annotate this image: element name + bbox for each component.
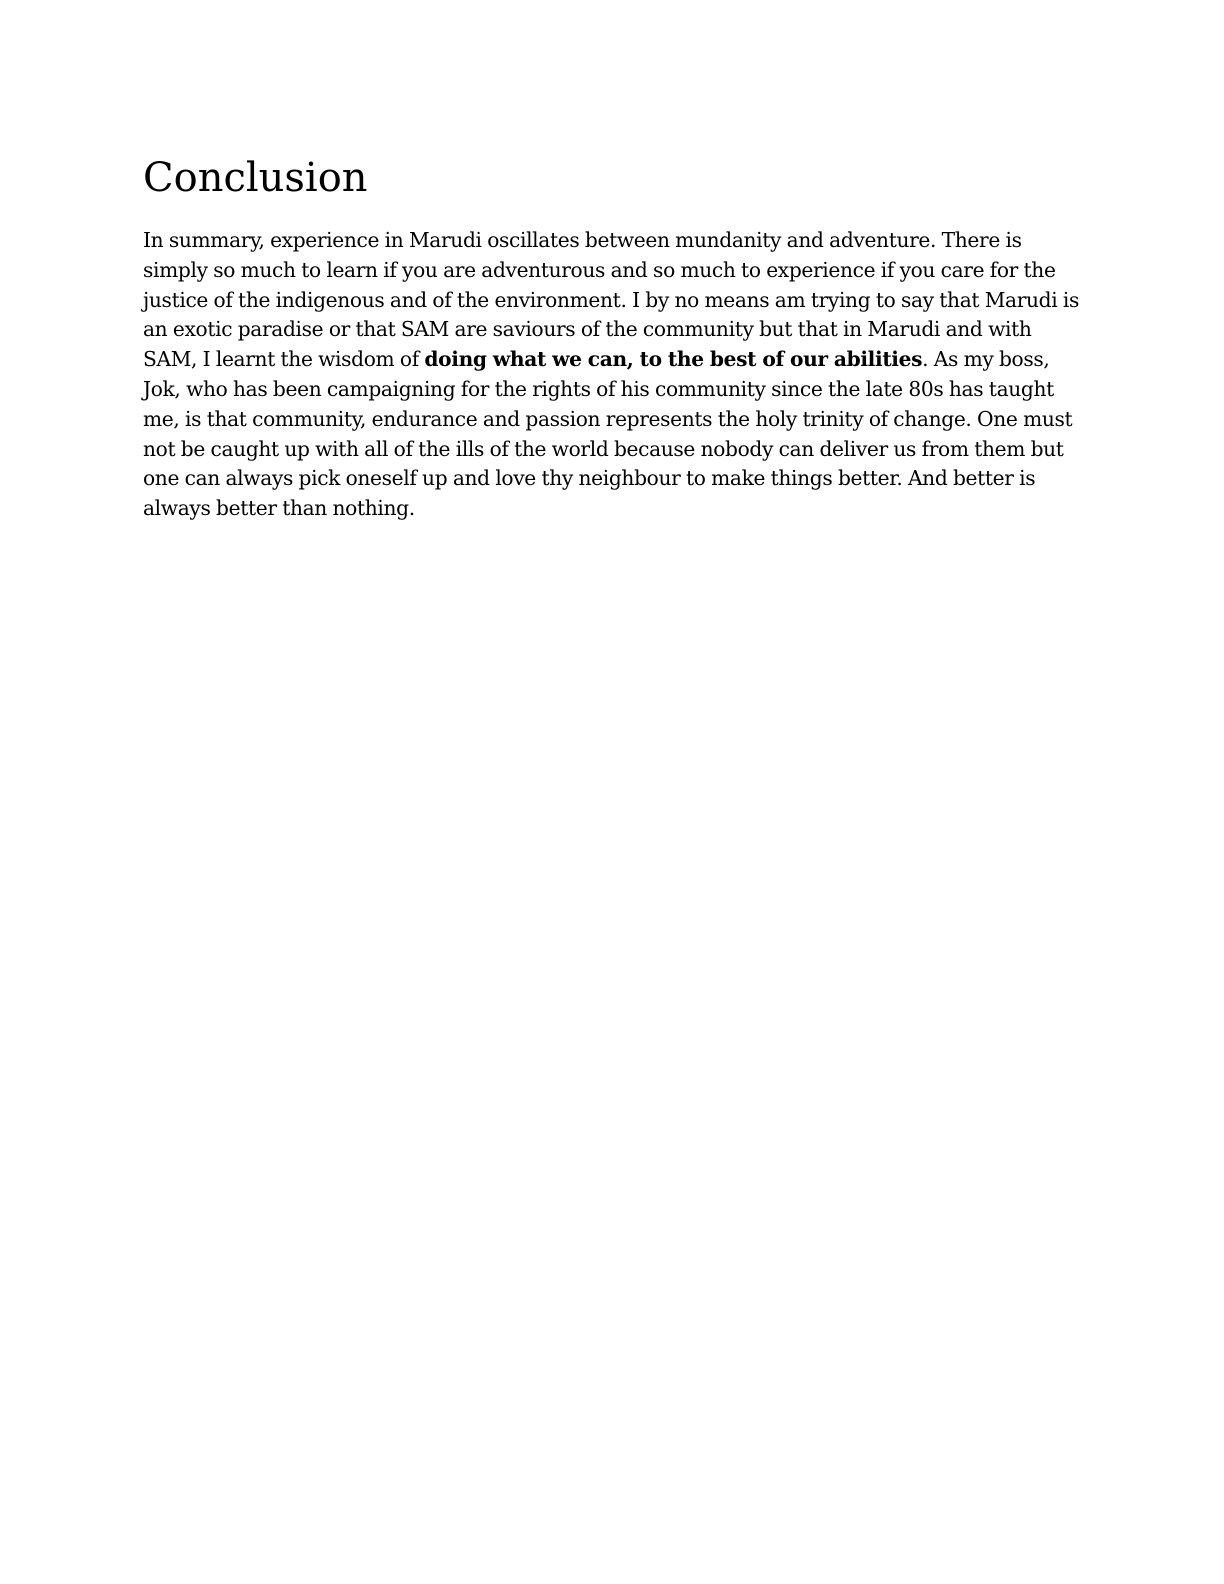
section-heading: Conclusion [143,155,368,201]
page-content [143,148,1083,524]
paragraph-text-after: . As my boss, Jok, who has been campaigning for the rights of his community since the late 80s has taught me, is that community, endurance and passion represents the holy trinity of change. One must not be caught up with all of the ills of the world because nobody can deliver us from them but one can always pick oneself up and love thy neighbour to make things better. And better is always better than nothing. [143,347,1073,521]
conclusion-paragraph [143,226,1083,524]
paragraph-bold-phrase: doing what we can, to the best of our abilities [424,347,923,372]
paragraph-text-before: In summary, experience in Marudi oscillates between mundanity and adventure. There is simply so much to learn if you are adventurous and so much to experience if you care for the justice of the indigenous and of the environment. I by no means am trying to say that Marudi is an exotic paradise or that SAM are saviours of the community but that in Marudi and with SAM, I learnt the wisdom of [143,228,1080,372]
